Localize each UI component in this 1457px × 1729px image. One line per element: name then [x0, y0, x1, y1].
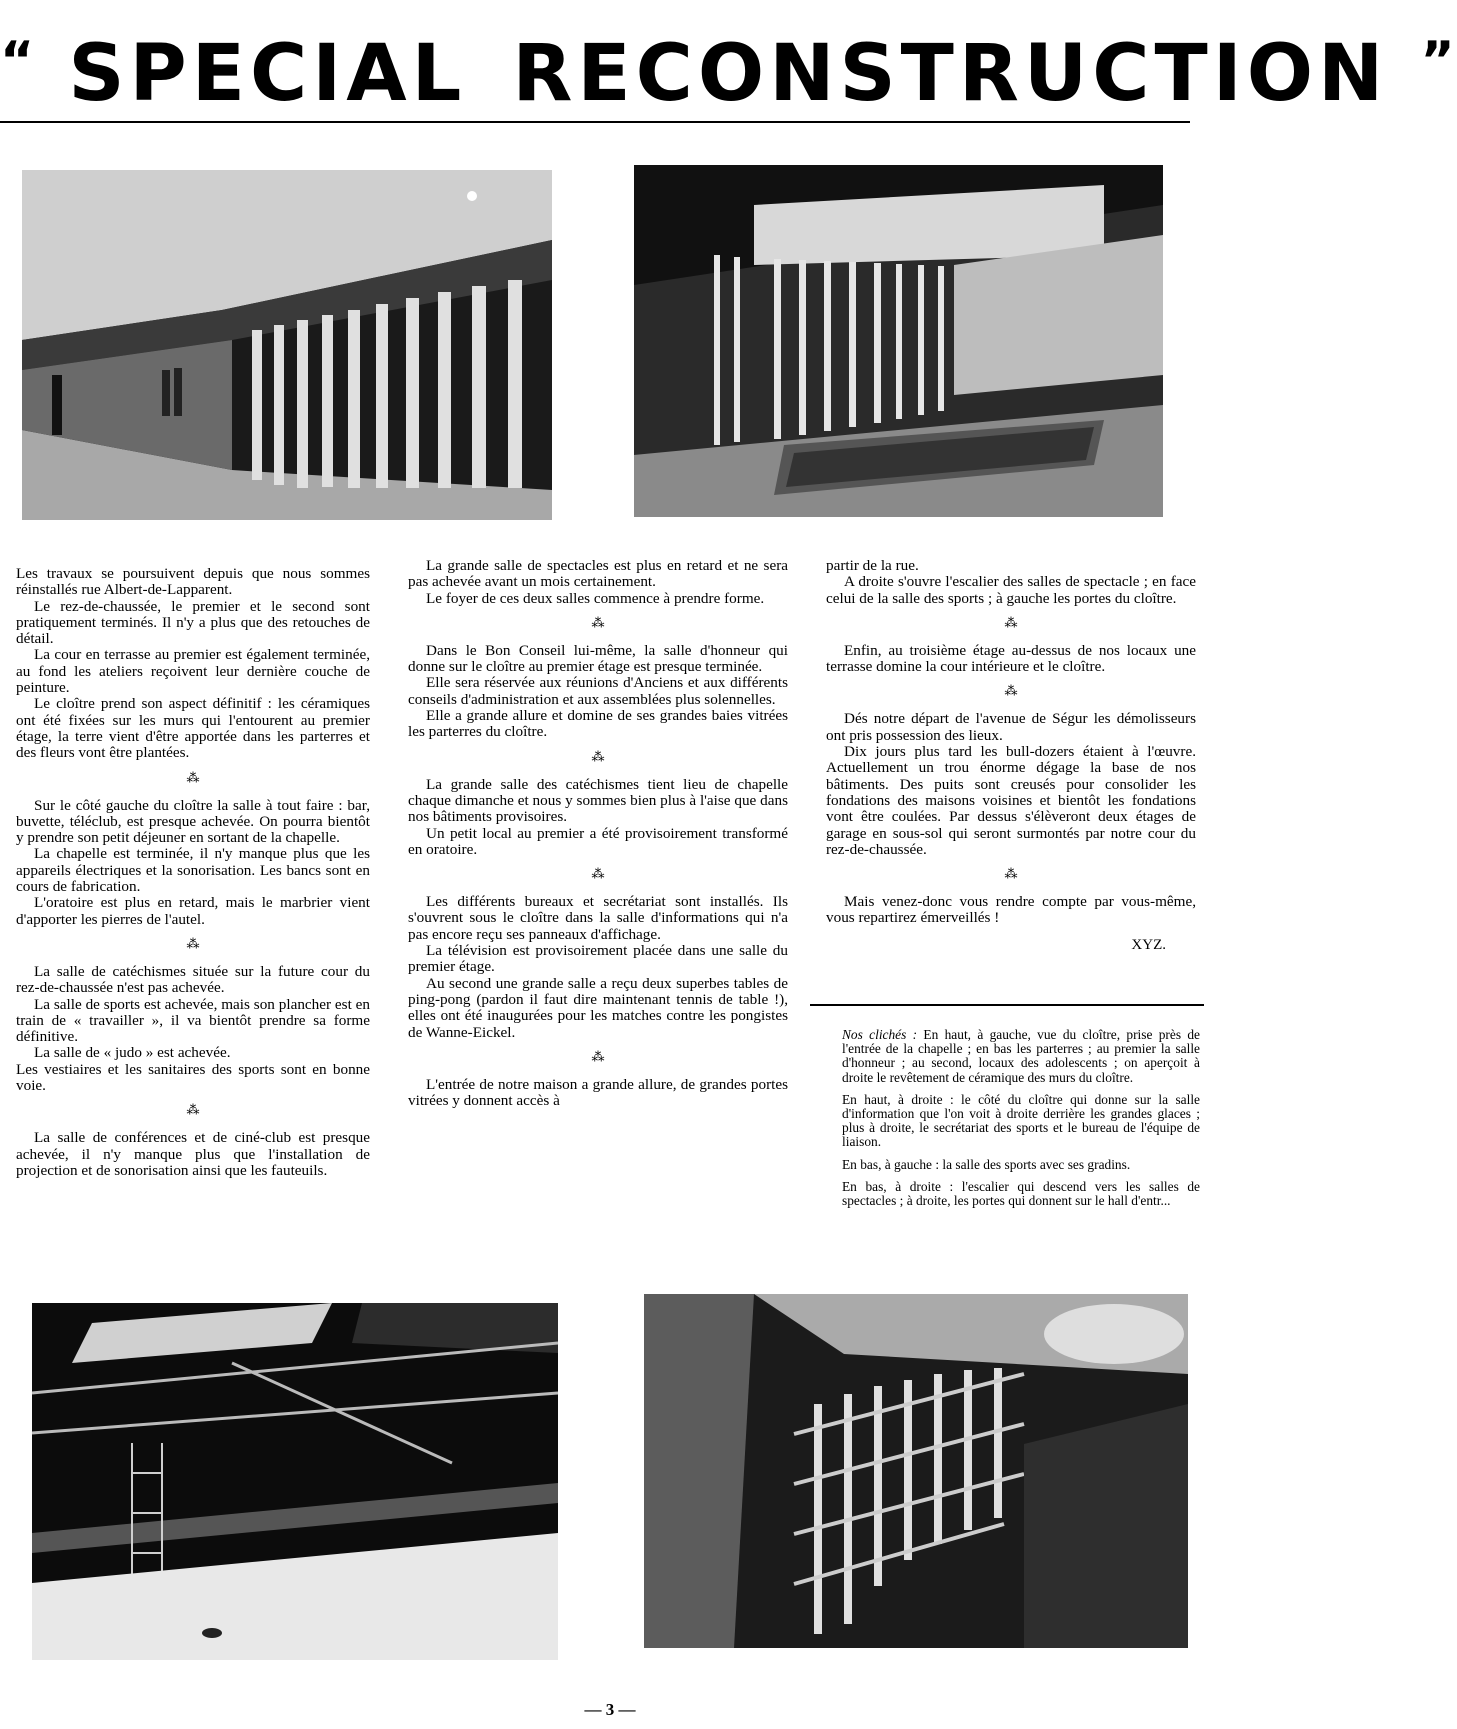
section-separator: ⁂ — [1004, 614, 1018, 630]
headline-open-quote: “ — [0, 31, 37, 91]
page-number: — 3 — — [584, 1700, 636, 1719]
headline-word-special: SPECIAL — [68, 29, 467, 119]
paragraph: La chapelle est terminée, il n'y manque plus que les appareils électriques et la sonorisation. Les bancs sont en cours de fabrication. — [16, 845, 370, 896]
paragraph: Dés notre départ de l'avenue de Ségur les démolisseurs ont pris possession des lieux. — [826, 710, 1196, 744]
paragraph: Elle a grande allure et domine de ses grandes baies vitrées les parterres du cloître. — [408, 707, 788, 741]
paragraph: La salle de sports est achevée, mais son plancher est en train de « travailler », il va bientôt prendre sa forme définitive. — [16, 995, 370, 1046]
section-separator: ⁂ — [591, 614, 605, 630]
paragraph: Le foyer de ces deux salles commence à prendre forme. — [426, 589, 765, 607]
headline-word-reconstruction: RECONSTRUCTION — [512, 29, 1389, 119]
paragraph: La salle de « judo » est achevée. — [34, 1044, 231, 1062]
caption-paragraph: En bas, à gauche : la salle des sports avec ses gradins. — [842, 1156, 1131, 1172]
paragraph: Dans le Bon Conseil lui-même, la salle d'honneur qui donne sur le cloître au premier étage est presque terminée. — [408, 641, 788, 676]
caption-label: Nos clichés : — [842, 1027, 918, 1042]
signature: XYZ. — [1131, 936, 1166, 953]
paragraph: Le rez-de-chaussée, le premier et le second sont pratiquement terminés. Il n'y a plus que des retouches de détail. — [16, 597, 370, 648]
cloister-corridor-photo — [22, 170, 552, 520]
paragraph: Elle sera réservée aux réunions d'Anciens et aux différents conseils d'administration et aux assemblées plus solennelles. — [408, 674, 788, 708]
article-column-right — [826, 558, 1196, 953]
paragraph: La cour en terrasse au premier est également terminée, au fond les ateliers reçoivent leur dernière couche de peinture. — [16, 646, 370, 697]
caption-paragraph — [842, 1028, 1200, 1085]
paragraph: La grande salle des catéchismes tient lieu de chapelle chaque dimanche et nous y sommes bien plus à l'aise que dans nos bâtiments provisoires. — [408, 775, 788, 826]
section-separator: ⁂ — [186, 935, 200, 951]
paragraph: La grande salle de spectacles est plus en retard et ne sera pas achevée avant un mois certainement. — [408, 557, 788, 591]
theatre-staircase-photo — [644, 1294, 1188, 1648]
headline-rule — [0, 121, 1190, 123]
headline — [0, 6, 1457, 119]
caption-divider — [810, 1004, 1204, 1006]
photo-captions — [842, 1028, 1200, 1216]
paragraph: A droite s'ouvre l'escalier des salles de spectacle ; en face celui de la salle des sports ; à gauche les portes du cloître. — [826, 573, 1196, 607]
caption-paragraph: En bas, à droite : l'escalier qui descend vers les salles de spectacles ; à droite, les portes qui donnent sur le hall d'entr... — [842, 1178, 1200, 1209]
section-separator: ⁂ — [591, 748, 605, 764]
caption-paragraph: En haut, à droite : le côté du cloître qui donne sur la salle d'information que l'on voit à droite derrière les grandes glaces ; plus à droite, le secrétariat des sports et le bureau de l'équipe de liaison. — [842, 1091, 1200, 1150]
paragraph: L'entrée de notre maison a grande allure, de grandes portes vitrées y donnent accès à — [408, 1075, 788, 1110]
headline-close-quote: ” — [1420, 31, 1457, 91]
paragraph: L'oratoire est plus en retard, mais le marbrier vient d'apporter les pierres de l'autel. — [16, 894, 370, 928]
section-separator: ⁂ — [1004, 866, 1018, 882]
section-separator: ⁂ — [186, 1102, 200, 1118]
article-column-left — [16, 566, 370, 1179]
paragraph: Les vestiaires et les sanitaires des sports sont en bonne voie. — [16, 1060, 370, 1095]
paragraph: Un petit local au premier a été provisoirement transformé en oratoire. — [408, 824, 788, 858]
section-separator: ⁂ — [186, 769, 200, 785]
paragraph: Au second une grande salle a reçu deux superbes tables de ping-pong (pardon il faut dire maintenant tennis de table !), elles ont été inaugurées pour les matches contre les pongistes de Wanne-Eickel. — [408, 974, 788, 1041]
paragraph: Dix jours plus tard les bull-dozers étaient à l'œuvre. Actuellement un trou énorme dégage la base de nos bâtiments. Des puits sont creusés pour consolider les fondations des maisons voisines et bientôt les fondations vont être coulées. Par dessus s'élèveront deux étages de garage en sous-sol qui seront surmontés par notre cour du rez-de-chaussée. — [826, 743, 1196, 858]
paragraph: Les différents bureaux et secrétariat sont installés. Ils s'ouvrent sous le cloître dans la salle d'informations qui n'a pas encore reçu ses panneaux d'affichage. — [408, 893, 788, 943]
sports-hall-photo — [32, 1303, 558, 1660]
article-column-middle — [408, 558, 788, 1109]
paragraph: La télévision est provisoirement placée dans une salle du premier étage. — [408, 942, 788, 976]
paragraph: Sur le côté gauche du cloître la salle à tout faire : bar, buvette, téléclub, est presque achevée. On pourra bientôt y prendre son petit déjeuner en sortant de la chapelle. — [16, 796, 370, 847]
paragraph: Le cloître prend son aspect définitif : les céramiques ont été fixées sur les murs qui l'entourent au premier étage, la terre vient d'être apportée dans les parterres et des fleurs vont être plantées. — [16, 695, 370, 762]
section-separator: ⁂ — [591, 866, 605, 882]
section-separator: ⁂ — [591, 1048, 605, 1064]
paragraph: La salle de catéchismes située sur la future cour du rez-de-chaussée n'est pas achevée. — [16, 962, 370, 997]
paragraph: partir de la rue. — [826, 557, 919, 574]
cloister-courtyard-photo — [634, 165, 1163, 517]
section-separator: ⁂ — [1004, 683, 1018, 699]
paragraph: Enfin, au troisième étage au-dessus de nos locaux une terrasse domine la cour intérieure et le cloître. — [826, 641, 1196, 676]
paragraph: La salle de conférences et de ciné-club est presque achevée, il n'y manque plus que l'installation de projection et de sonorisation ainsi que les fauteuils. — [16, 1129, 370, 1179]
paragraph: Les travaux se poursuivent depuis que nous sommes réinstallés rue Albert-de-Lapparent. — [16, 565, 370, 599]
paragraph: Mais venez-donc vous rendre compte par vous-même, vous repartirez émerveillés ! — [826, 893, 1196, 927]
caption-text: En haut, à gauche, vue du cloître, prise près de l'entrée de la chapelle ; en bas les parterres ; au premier la salle d'honneur ; au second, locaux des adolescents ; on aperçoit à droite le revêtement de céramique des murs du cloître. — [842, 1027, 1200, 1085]
